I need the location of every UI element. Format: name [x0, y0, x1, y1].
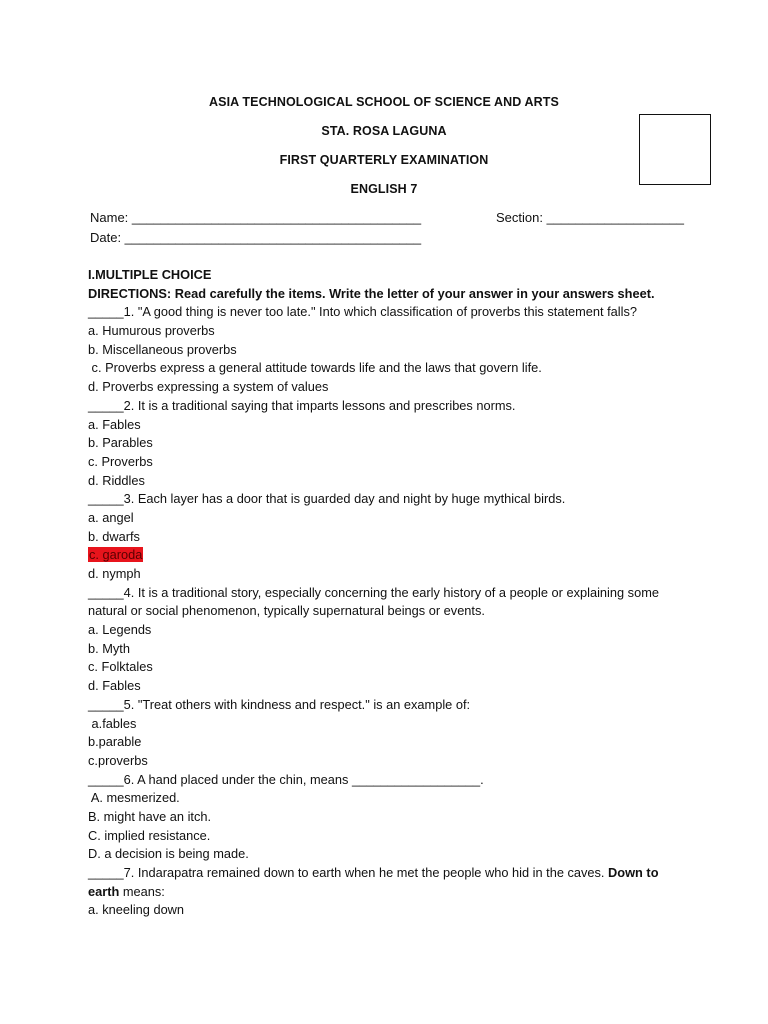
question-7-stem-line2: [88, 883, 688, 902]
exam-content: [88, 266, 688, 920]
question-6-choice-b: B. might have an itch.: [88, 808, 212, 824]
question-5-choice-a: a.fables: [88, 715, 137, 731]
exam-title: FIRST QUARTERLY EXAMINATION: [279, 153, 489, 167]
question-3-choice-c-highlighted: c. garoda: [89, 547, 143, 563]
question-4-choice-d: d. Fables: [88, 678, 141, 694]
question-6-choice-a: A. mesmerized.: [88, 790, 180, 806]
question-2-choice-b: b. Parables: [88, 435, 153, 451]
question-1-choice-d: d. Proverbs expressing a system of values: [88, 379, 329, 395]
section-field[interactable]: Section: ___________________: [496, 210, 684, 225]
question-5-choice-c: c.proverbs: [88, 752, 148, 768]
question-2-stem: _____2. It is a traditional saying that imparts lessons and prescribes norms.: [88, 397, 516, 413]
question-7-term-part1: Down to: [608, 865, 659, 880]
question-2-choice-c: c. Proverbs: [88, 453, 153, 469]
photo-box: [639, 114, 711, 185]
question-1-stem: _____1. "A good thing is never too late." Into which classification of proverbs this statement falls?: [88, 304, 637, 320]
question-4-choice-c: c. Folktales: [88, 659, 153, 675]
question-4-choice-a: a. Legends: [88, 622, 152, 638]
subject-title: ENGLISH 7: [350, 182, 418, 196]
school-location: STA. ROSA LAGUNA: [321, 124, 447, 138]
question-5-choice-b: b.parable: [88, 734, 142, 750]
name-field[interactable]: Name: ________________________________________: [90, 210, 422, 225]
question-7-stem-end: means:: [119, 883, 165, 899]
question-6-stem: _____6. A hand placed under the chin, means __________________.: [88, 771, 484, 787]
question-6-choice-c: C. implied resistance.: [88, 827, 211, 843]
question-5-stem: _____5. "Treat others with kindness and respect." is an example of:: [88, 696, 471, 712]
question-4-stem-line2: natural or social phenomenon, typically supernatural beings or events.: [88, 603, 485, 619]
question-1-choice-b: b. Miscellaneous proverbs: [88, 341, 237, 357]
question-2-choice-a: a. Fables: [88, 416, 141, 432]
question-7-stem-text: _____7. Indarapatra remained down to earth when he met the people who hid in the caves.: [88, 865, 609, 880]
date-field[interactable]: Date: _________________________________________: [90, 230, 422, 245]
question-7-term-part2: earth: [88, 883, 120, 899]
question-3-choice-b: b. dwarfs: [88, 528, 140, 544]
question-3-stem: _____3. Each layer has a door that is guarded day and night by huge mythical birds.: [88, 491, 566, 507]
question-1-choice-a: a. Humurous proverbs: [88, 323, 215, 339]
question-6-choice-d: D. a decision is being made.: [88, 846, 249, 862]
question-4-choice-b: b. Myth: [88, 640, 130, 656]
school-name: ASIA TECHNOLOGICAL SCHOOL OF SCIENCE AND ARTS: [209, 95, 559, 109]
question-1-choice-c: c. Proverbs express a general attitude towards life and the laws that govern life.: [88, 360, 542, 376]
section-title: I.MULTIPLE CHOICE: [88, 267, 212, 282]
question-2-choice-d: d. Riddles: [88, 472, 145, 488]
question-7-stem-line1: [88, 864, 688, 883]
question-4-stem-line1: _____4. It is a traditional story, especially concerning the early history of a people or explaining some: [88, 584, 659, 600]
question-3-choice-c-row: [88, 546, 688, 565]
question-3-choice-a: a. angel: [88, 509, 134, 525]
directions: DIRECTIONS: Read carefully the items. Write the letter of your answer in your answers sheet.: [88, 285, 655, 301]
question-7-choice-a: a. kneeling down: [88, 902, 185, 918]
question-3-choice-d: d. nymph: [88, 566, 141, 581]
